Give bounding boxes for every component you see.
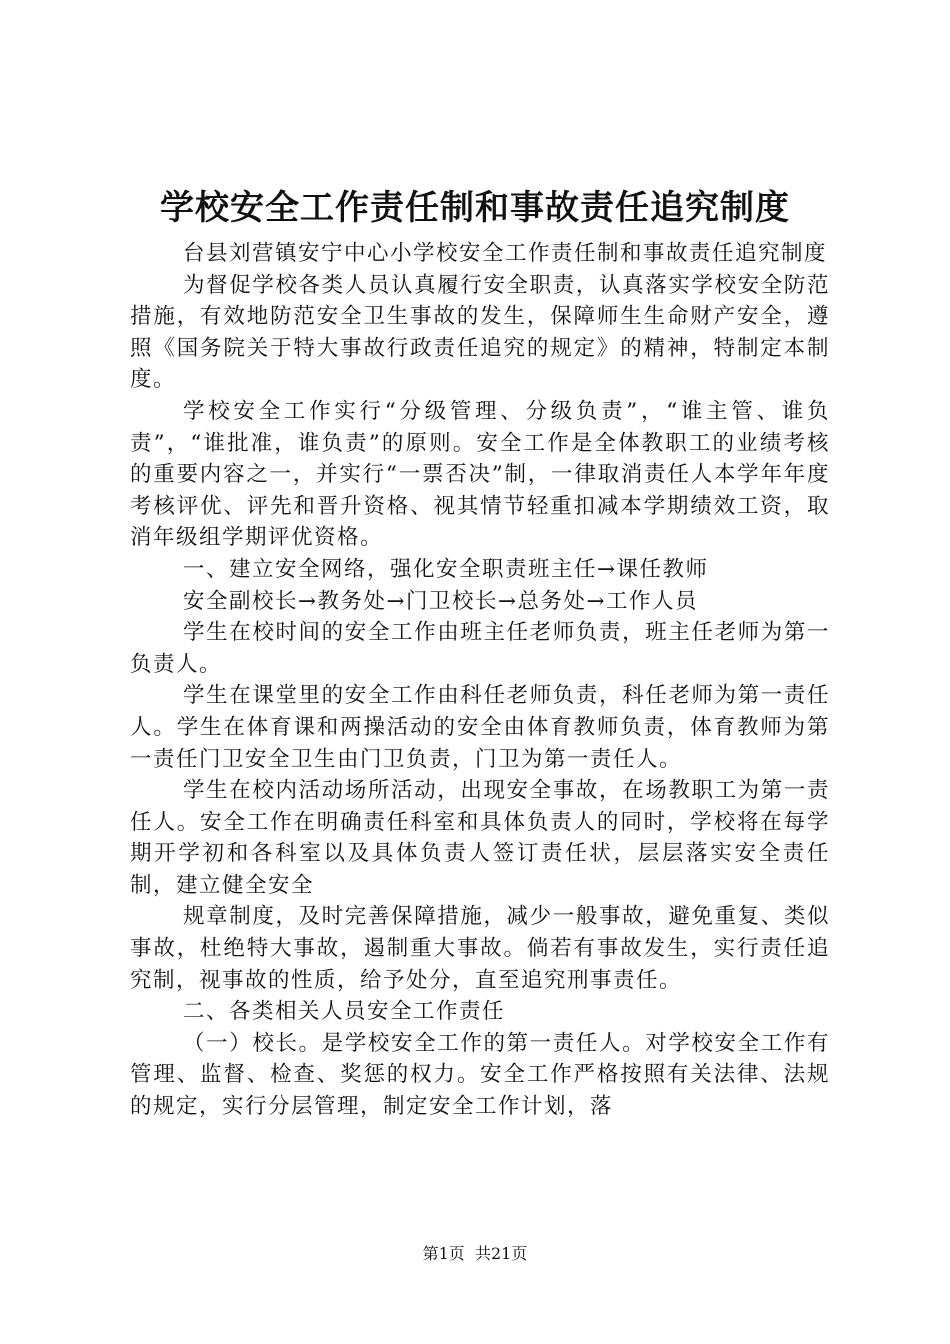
paragraph-class-teacher-duty: 学生在校时间的安全工作由班主任老师负责，班主任老师为第一负责人。 [130,620,830,677]
page-footer [0,1243,950,1265]
paragraph-network-chain: 安全副校长→教务处→门卫校长→总务处→工作人员 [183,588,699,614]
paragraph-principles: 学校安全工作实行“分级管理、分级负责”，“谁主管、谁负责”，“谁批准，谁负责”的原则。安全工作是全体教职工的业绩考核的重要内容之一，并实行“一票否决”制，一律取消责任人本学年年度考核评优、评先和晋升资格、视其情节轻重扣减本学期绩效工资，取消年级组学期评优资格。 [130,398,830,551]
page-number: 第1页 [422,1244,465,1263]
section-heading-personnel-duties: 二、各类相关人员安全工作责任 [183,999,506,1025]
paragraph-activity-duty: 学生在校内活动场所活动，出现安全事故，在场教职工为第一责任人。安全工作在明确责任科室和具体负责人的同时，学校将在每学期开学初和各科室以及具体负责人签订责任状，层层落实安全责任制，建立健全安全 [130,778,830,898]
paragraph-purpose: 为督促学校各类人员认真履行安全职责，认真落实学校安全防范措施，有效地防范安全卫生事故的发生，保障师生生命财产安全，遵照《国务院关于特大事故行政责任追究的规定》的精神，特制定本制度。 [130,272,830,393]
document-body [130,238,830,1123]
paragraph-heading-school-name: 台县刘营镇安宁中心小学校安全工作责任制和事故责任追究制度 [183,241,828,266]
document-title: 学校安全工作责任制和事故责任追究制度 [160,188,790,228]
section-heading-safety-network: 一、建立安全网络，强化安全职责班主任→课任教师 [183,556,709,582]
paragraph-rules-accountability: 规章制度，及时完善保障措施，减少一般事故，避免重复、类似事故，杜绝特大事故，遏制重大事故。倘若有事故发生，实行责任追究制，视事故的性质，给予处分，直至追究刑事责任。 [130,904,830,993]
page-total: 共21页 [474,1244,528,1263]
paragraph-principal-duty: （一）校长。是学校安全工作的第一责任人。对学校安全工作有管理、监督、检查、奖惩的权力。安全工作严格按照有关法律、法规的规定，实行分层管理，制定安全工作计划，落 [130,1030,830,1120]
paragraph-subject-teacher-duty: 学生在课堂里的安全工作由科任老师负责，科任老师为第一责任人。学生在体育课和两操活动的安全由体育教师负责，体育教师为第一责任门卫安全卫生由门卫负责，门卫为第一责任人。 [130,683,830,772]
